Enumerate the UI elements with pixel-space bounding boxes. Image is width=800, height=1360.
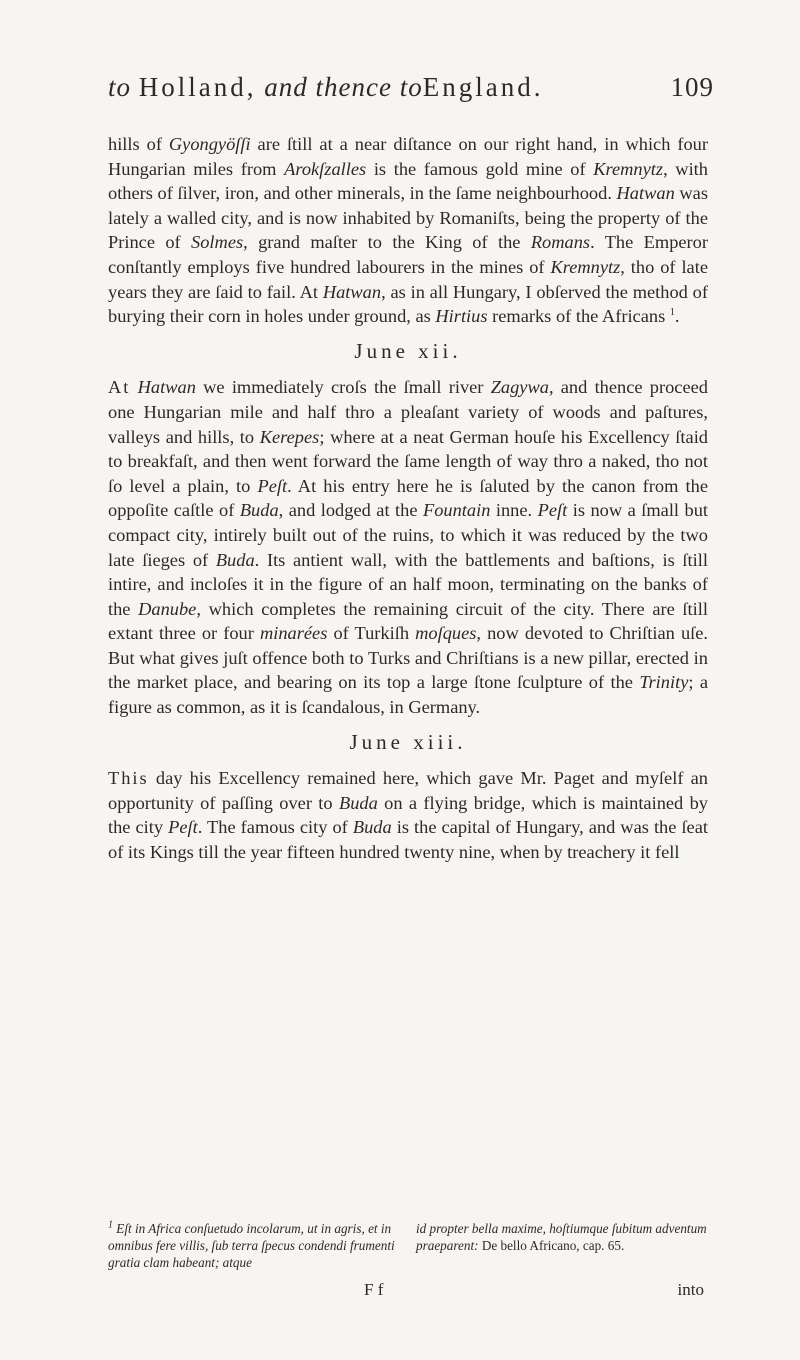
- footnote-marker: 1: [108, 1219, 113, 1231]
- date-heading-june-13: June xiii.: [349, 729, 467, 754]
- paragraph-june-12: At Hatwan we immediately croſs the ſmall river Zagywa, and thence proceed one Hungarian mile and half thro a pleaſant variety of woods and paſtures, valleys and hills, to Kerepes; where at a neat German houſe his Excellency ſtaid to breakfaſt, and then went forward the ſame length of way thro a naked, tho not ſo level a plain, to Peſt. At his entry here he is ſaluted by the canon from the oppoſite caſtle of Buda, and lodged at the Fountain inne. Peſt is now a ſmall but compact city, intirely built out of the ruins, to which it was reduced by the two late ſieges of Buda. Its antient wall, with the battlements and baſtions, is ſtill intire, and incloſes it in the figure of an half moon, terminating on the banks of the Danube, which completes the remaining circuit of the city. There are ſtill extant three or four minarées of Turkiſh moſques, now devoted to Chriſtian uſe. But what gives juſt offence both to Turks and Chriſtians is a new pillar, erected in the market place, and bearing on its top a large ſtone ſculpture of the Trinity; a figure as common, as it is ſcandalous, in Germany.: [108, 377, 709, 718]
- header-to: to: [108, 72, 132, 102]
- date-heading-june-12: June xii.: [354, 338, 462, 363]
- footnote: [108, 1220, 708, 1271]
- footnote-left-column: $^1$ Eſt in Africa conſuetudo incolarum, ut in agris, et in omnibus fere villis, ſub terra ſpecus condendi frumenti gratia clam habeant; atque: [108, 1219, 395, 1270]
- signature-mark: F f: [364, 1280, 384, 1299]
- page-number: 109: [670, 72, 714, 102]
- header-and-thence: and thence: [264, 72, 392, 102]
- body-text: [108, 132, 708, 865]
- header-england: England.: [422, 72, 544, 102]
- paragraph-continuation: hills of Gyongyöſſi are ſtill at a near diſtance on our right hand, in which four Hungarian miles from Arokſzalles is the famous gold mine of Kremnytz, with others of ſilver, iron, and other minerals, in the ſame neighbourhood. Hatwan was lately a walled city, and is now inhabited by Romaniſts, being the property of the Prince of Solmes, grand maſter to the King of the Romans. The Emperor conſtantly employs five hundred labourers in the mines of Kremnytz, tho of late years they are ſaid to fail. At Hatwan, as in all Hungary, I obſerved the method of burying their corn in holes under ground, as Hirtius remarks of the Africans $^1$.: [108, 134, 708, 327]
- header-to-2: to: [399, 72, 423, 102]
- catchword: into: [677, 1280, 704, 1299]
- footnote-right-column: id propter bella maxime, hoſtiumque ſubitum adventum praeparent: De bello Africano, cap. 65.: [416, 1221, 707, 1253]
- running-header: [108, 72, 714, 103]
- header-holland: Holland,: [138, 72, 257, 102]
- paragraph-june-13: This day his Excellency remained here, which gave Mr. Paget and myſelf an opportunity of paſſing over to Buda on a flying bridge, which is maintained by the city Peſt. The famous city of Buda is the capital of Hungary, and was the ſeat of its Kings till the year fifteen hundred twenty nine, when by treachery it fell: [108, 768, 708, 863]
- footnote-reference: 1: [669, 307, 675, 319]
